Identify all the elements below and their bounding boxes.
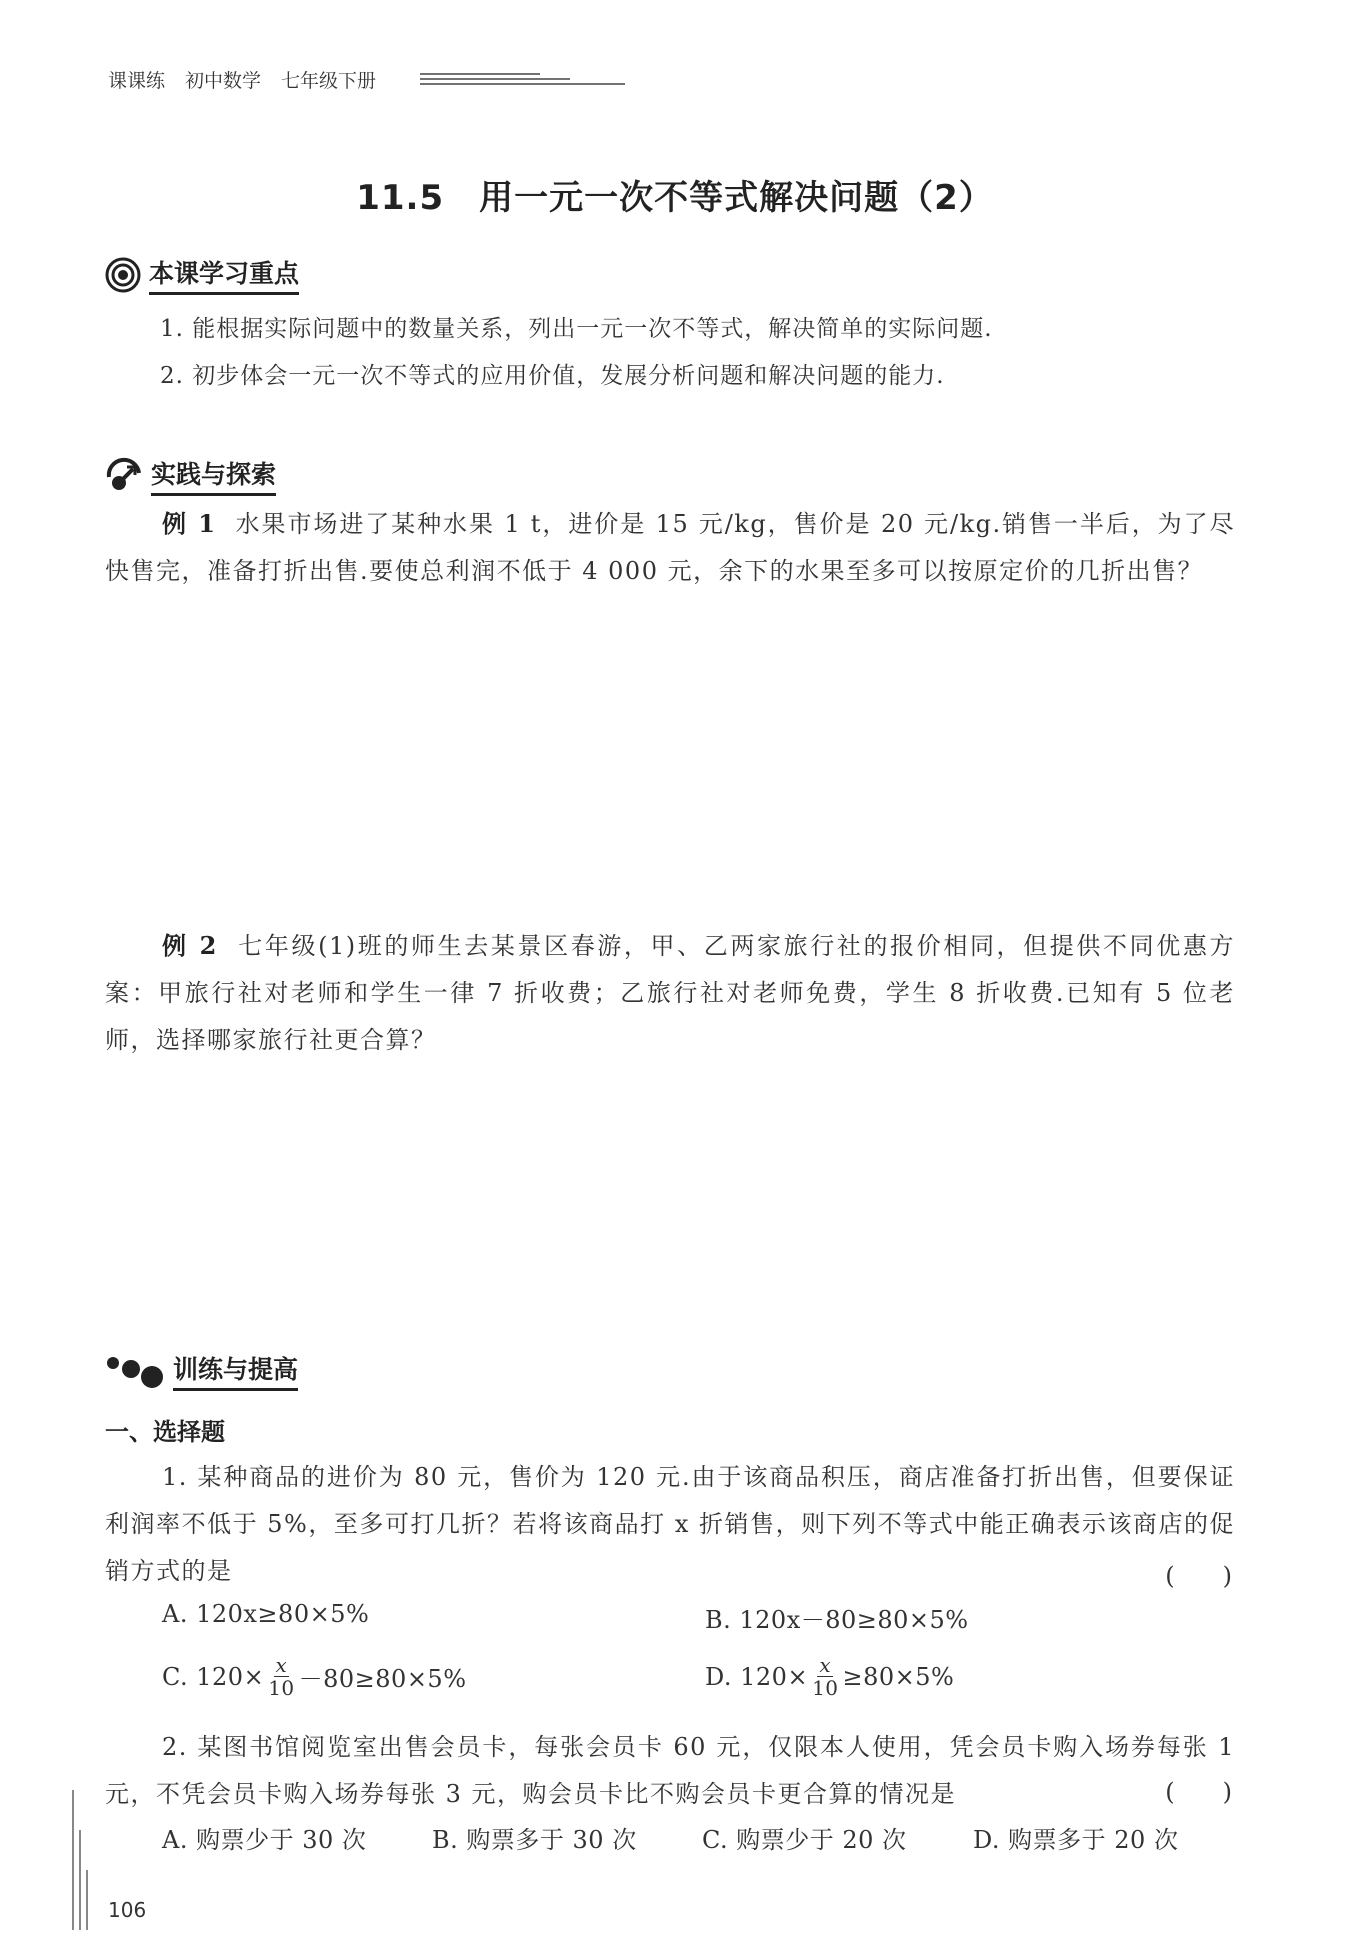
fraction-numerator: x [275,1653,288,1677]
fraction-denominator: 10 [268,1676,295,1700]
header-series: 课课练 [108,70,166,92]
q1-option-c-suffix: －80≥80×5% [298,1665,467,1693]
header-grade: 七年级下册 [281,70,377,92]
fraction-denominator: 10 [812,1676,839,1700]
q2-option-b: B. 购票多于 30 次 [432,1826,637,1854]
q1-option-d-prefix: D. 120× [705,1662,809,1691]
header-rule-lines [420,72,625,92]
focus-heading-label: 本课学习重点 [149,254,299,295]
focus-item-2: 2. 初步体会一元一次不等式的应用价值，发展分析问题和解决问题的能力. [160,363,945,389]
margin-rule-lines [70,1790,94,1930]
example-2 [105,922,1235,1064]
q1-option-d-fraction [810,1654,840,1699]
q2-option-d: D. 购票多于 20 次 [973,1826,1179,1854]
question-1-answer-bracket: ( ) [1165,1562,1232,1590]
header-subject: 初中数学 [185,70,262,92]
question-2-answer-bracket: ( ) [1165,1778,1232,1806]
practice-heading [105,455,276,496]
q1-option-b: B. 120x－80≥80×5% [705,1606,969,1634]
focus-heading [105,254,299,295]
q1-option-d [705,1654,954,1699]
example-1 [105,500,1235,595]
lesson-title: 11.5 用一元一次不等式解决问题（2） [356,178,994,218]
q2-option-c: C. 购票少于 20 次 [702,1826,907,1854]
q1-option-a: A. 120x≥80×5% [162,1600,370,1628]
page-number: 106 [108,1898,147,1922]
fraction-numerator: x [819,1653,832,1677]
example-1-text: 水果市场进了某种水果 1 t，进价是 15 元/kg，售价是 20 元/kg.销售一半后，为了尽快售完，准备打折出售.要使总利润不低于 4 000 元，余下的水果至多可以按原定价的几折出售？ [105,510,1236,585]
training-heading-label: 训练与提高 [173,1350,298,1391]
example-1-label: 例 1 [162,509,217,538]
question-1: 1. 某种商品的进价为 80 元，售价为 120 元.由于该商品积压，商店准备打折出售，但要保证利润率不低于 5%，至多可打几折？若将该商品打 x 折销售，则下列不等式中能正确表示该商店的促销方式的是 [105,1463,1235,1585]
q2-option-a: A. 购票少于 30 次 [162,1826,367,1854]
focus-item-1: 1. 能根据实际问题中的数量关系，列出一元一次不等式，解决简单的实际问题. [160,316,993,342]
practice-heading-label: 实践与探索 [151,455,276,496]
dots-icon [105,1351,165,1391]
training-heading [105,1350,298,1391]
example-2-label: 例 2 [162,931,218,960]
q1-option-c-prefix: C. 120× [162,1662,265,1691]
q1-option-d-suffix: ≥80×5% [842,1662,955,1691]
question-2: 2. 某图书馆阅览室出售会员卡，每张会员卡 60 元，仅限本人使用，凭会员卡购入场券每张 1 元，不凭会员卡购入场券每张 3 元，购会员卡比不购会员卡更合算的情况是 [105,1733,1235,1808]
q1-option-c-fraction [266,1654,296,1699]
target-icon [105,257,141,293]
running-header [108,66,396,93]
pointer-icon [105,457,143,495]
example-2-text: 七年级(1)班的师生去某景区春游，甲、乙两家旅行社的报价相同，但提供不同优惠方案：甲旅行社对老师和学生一律 7 折收费；乙旅行社对老师免费，学生 8 折收费.已知有 5 位老师，选择哪家旅行社更合算？ [105,932,1235,1054]
multiple-choice-heading: 一、选择题 [105,1418,225,1446]
q1-option-c [162,1654,467,1699]
